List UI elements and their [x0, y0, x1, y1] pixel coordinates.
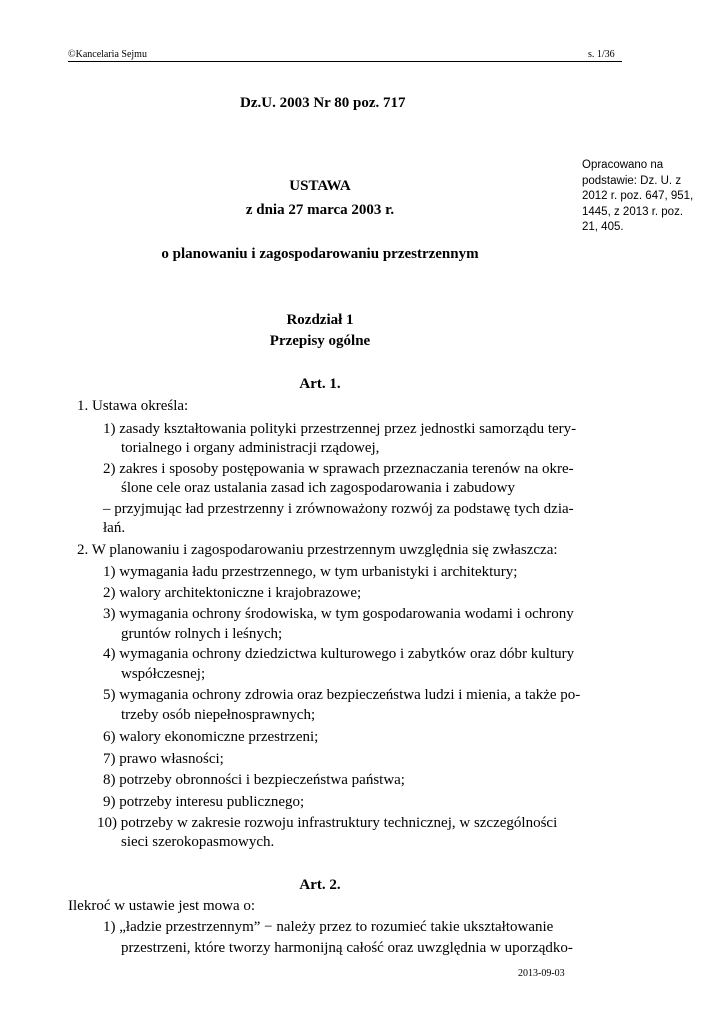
art1-p2-item-3-line-2: gruntów rolnych i leśnych;: [121, 626, 283, 642]
art1-p2-item-7: 7) prawo własności;: [103, 751, 224, 767]
side-note-line-5: 21, 405.: [582, 221, 624, 233]
chapter-title: Przepisy ogólne: [269, 333, 371, 349]
art2-intro: Ilekroć w ustawie jest mowa o:: [68, 898, 256, 914]
side-note-line-4: 1445, z 2013 r. poz.: [582, 205, 684, 218]
art1-p2-item-9: 9) potrzeby interesu publicznego;: [103, 794, 305, 810]
art1-p2-item-1: 1) wymagania ładu przestrzennego, w tym urbanistyki i architektury;: [103, 564, 518, 580]
side-note: [582, 158, 694, 236]
art1-p2-item-2: 2) walory architektoniczne i krajobrazowe;: [103, 585, 362, 601]
act-date: z dnia 27 marca 2003 r.: [245, 202, 395, 218]
header-rule: [68, 61, 622, 62]
art1-paragraph-1: 1. Ustawa określa:: [77, 398, 189, 414]
footer-date: 2013-09-03: [518, 968, 565, 979]
art1-p2-item-5-line-2: trzeby osób niepełnosprawnych;: [121, 707, 316, 723]
side-note-line-3: 2012 r. poz. 647, 951,: [582, 190, 694, 202]
art1-p2-item-10-line-2: sieci szerokopasmowych.: [121, 834, 275, 850]
art1-heading: Art. 1.: [299, 376, 341, 392]
art1-p1-item-2-line-1: 2) zakres i sposoby postępowania w sprawach przeznaczania terenów na okre-: [103, 461, 574, 477]
art1-paragraph-2: 2. W planowaniu i zagospodarowaniu przestrzennym uwzględnia się zwłaszcza:: [77, 542, 558, 558]
act-type: USTAWA: [289, 178, 351, 194]
art1-p2-item-5-line-1: 5) wymagania ochrony zdrowia oraz bezpieczeństwa ludzi i mienia, a także po-: [103, 687, 581, 703]
art1-p2-item-8: 8) potrzeby obronności i bezpieczeństwa państwa;: [103, 772, 405, 788]
side-note-line-2: podstawie: Dz. U. z: [582, 174, 682, 187]
journal-reference: Dz.U. 2003 Nr 80 poz. 717: [240, 95, 406, 111]
art1-p1-tail-line-1: – przyjmując ład przestrzenny i zrównoważony rozwój za podstawę tych dzia-: [103, 501, 574, 517]
art2-heading: Art. 2.: [299, 877, 341, 893]
art1-p2-item-4-line-2: współczesnej;: [121, 666, 206, 682]
art1-p1-item-1-line-1: 1) zasady kształtowania polityki przestrzennej przez jednostki samorządu tery-: [103, 421, 577, 437]
header-publisher: ©Kancelaria Sejmu: [68, 49, 147, 60]
art1-p2-item-3-line-1: 3) wymagania ochrony środowiska, w tym gospodarowania wodami i ochrony: [103, 606, 574, 622]
act-subject: o planowaniu i zagospodarowaniu przestrzennym: [161, 246, 479, 262]
side-note-line-1: Opracowano na: [582, 159, 664, 171]
art1-p1-item-1-line-2: torialnego i organy administracji rządowej,: [121, 440, 380, 456]
art1-p2-item-6: 6) walory ekonomiczne przestrzeni;: [103, 729, 319, 745]
chapter-number: Rozdział 1: [286, 312, 354, 328]
art1-p2-item-4-line-1: 4) wymagania ochrony dziedzictwa kulturowego i zabytków oraz dóbr kultury: [103, 646, 575, 662]
art2-item-1-line-1: 1) „ładzie przestrzennym” − należy przez to rozumieć takie ukształtowanie: [103, 919, 554, 935]
header-page-number: s. 1/36: [588, 49, 615, 60]
art1-p2-item-10-line-1: 10) potrzeby w zakresie rozwoju infrastruktury technicznej, w szczególności: [97, 815, 558, 831]
art1-p1-item-2-line-2: ślone cele oraz ustalania zasad ich zagospodarowania i zabudowy: [121, 480, 515, 496]
art2-item-1-line-2: przestrzeni, które tworzy harmonijną całość oraz uwzględnia w uporządko-: [121, 940, 573, 956]
art1-p1-tail-line-2: łań.: [103, 520, 126, 536]
